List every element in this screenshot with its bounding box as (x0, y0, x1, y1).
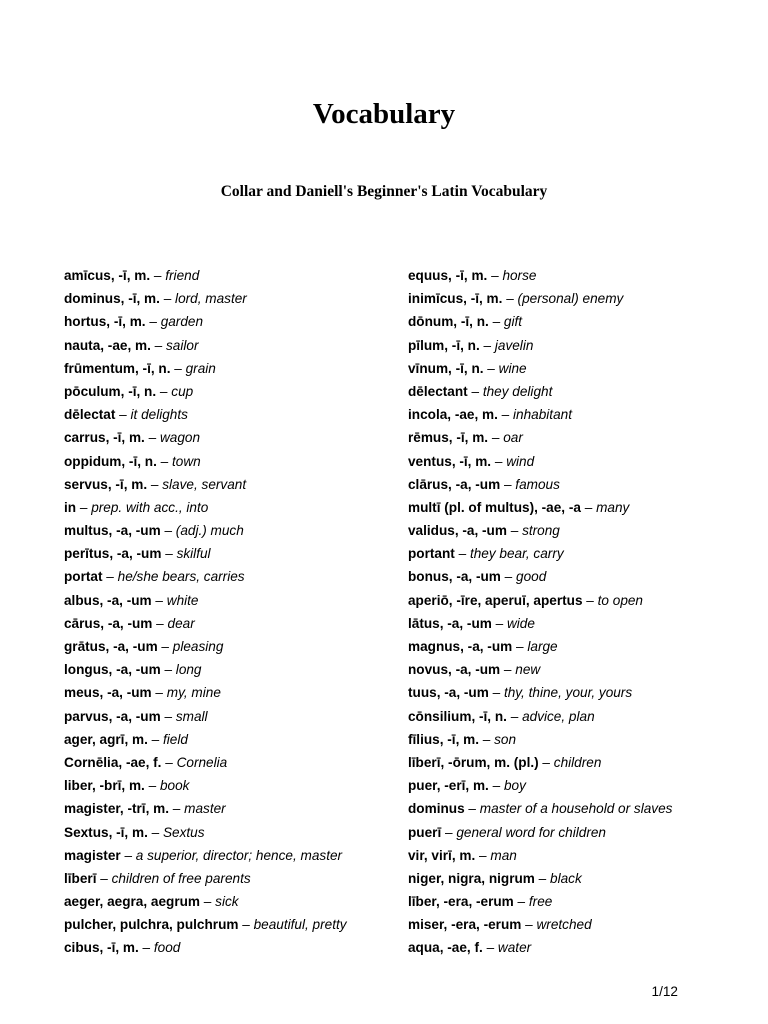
vocab-term: inimīcus, -ī, m. (408, 291, 503, 307)
vocab-separator: – (488, 430, 504, 446)
vocab-separator: – (96, 870, 112, 886)
vocab-separator: – (582, 592, 598, 608)
vocab-meaning: he/she bears, carries (117, 569, 245, 585)
vocab-meaning: children of free parents (111, 870, 251, 886)
vocab-term: puerī (408, 824, 442, 840)
vocab-separator: – (500, 476, 516, 492)
vocab-term: longus, -a, -um (64, 662, 161, 678)
vocab-term: fīlius, -ī, m. (408, 731, 479, 747)
vocab-entry (408, 751, 672, 774)
vocab-separator: – (161, 754, 177, 770)
vocab-entry (64, 658, 347, 681)
vocab-term: tuus, -a, -um (408, 685, 489, 701)
vocab-entry (408, 774, 672, 797)
vocab-entry (64, 936, 347, 959)
vocab-meaning: Cornelia (176, 754, 228, 770)
vocab-term: parvus, -a, -um (64, 708, 161, 724)
vocab-term: ager, agrī, m. (64, 731, 148, 747)
vocab-entry (64, 635, 347, 658)
vocab-meaning: beautiful, pretty (253, 917, 347, 933)
vocab-entry (64, 519, 347, 542)
vocab-meaning: small (175, 708, 208, 724)
vocab-separator: – (151, 592, 167, 608)
vocab-separator: – (500, 569, 517, 585)
vocab-separator: – (491, 615, 507, 631)
vocab-term: aperiō, -īre, aperuī, apertus (408, 592, 583, 608)
vocab-term: in (64, 499, 77, 515)
vocab-term: rēmus, -ī, m. (408, 430, 489, 446)
vocab-term: portant (408, 546, 455, 562)
vocab-separator: – (170, 360, 186, 376)
vocab-entry (408, 287, 672, 310)
vocab-term: cārus, -a, -um (64, 615, 153, 631)
vocab-meaning: sailor (166, 337, 199, 353)
vocab-meaning: long (175, 662, 202, 678)
vocab-separator: – (115, 407, 131, 423)
vocab-separator: – (488, 685, 504, 701)
vocab-separator: – (488, 314, 504, 330)
vocab-meaning: many (596, 499, 630, 515)
vocab-term: līber, -era, -erum (408, 894, 514, 910)
vocab-term: cibus, -ī, m. (64, 940, 139, 956)
vocab-separator: – (534, 870, 551, 886)
vocab-separator: – (147, 824, 163, 840)
vocab-entry (64, 681, 347, 704)
vocab-term: carrus, -ī, m. (64, 430, 145, 446)
vocab-entry (64, 821, 347, 844)
vocab-term: multī (pl. of multus), -ae, -a (408, 499, 581, 515)
vocab-meaning: to open (597, 592, 643, 608)
vocab-meaning: friend (165, 268, 200, 283)
vocab-term: magister, -trī, m. (64, 801, 170, 817)
vocab-term: niger, nigra, nigrum (408, 870, 535, 886)
vocab-term: nauta, -ae, m. (64, 337, 151, 353)
vocab-separator: – (161, 546, 177, 562)
vocab-meaning: black (550, 870, 582, 886)
vocab-separator: – (150, 268, 166, 283)
vocab-entry (408, 473, 672, 496)
vocab-meaning: free (528, 894, 553, 910)
vocab-term: pulcher, pulchra, pulchrum (64, 917, 239, 933)
vocab-meaning: master of a household or slaves (479, 801, 673, 817)
vocab-meaning: skilful (176, 546, 211, 562)
vocab-meaning: javelin (494, 337, 534, 353)
vocab-term: magister (64, 847, 121, 863)
vocab-term: līberī, -ōrum, m. (pl.) (408, 754, 539, 770)
vocab-meaning: new (515, 662, 541, 678)
vocab-separator: – (144, 778, 160, 794)
vocab-entry (64, 357, 347, 380)
vocab-meaning: man (490, 847, 517, 863)
vocab-term: magnus, -a, -um (408, 639, 513, 654)
vocab-meaning: white (166, 592, 199, 608)
page-subtitle: Collar and Daniell's Beginner's Latin Vocabulary (220, 183, 548, 200)
vocab-separator: – (102, 569, 118, 585)
vocab-term: incola, -ae, m. (408, 407, 498, 423)
vocab-separator: – (479, 731, 495, 747)
vocab-meaning: general word for children (456, 824, 606, 840)
vocab-meaning: children (553, 754, 602, 770)
vocab-entry (64, 728, 347, 751)
vocab-entry (64, 542, 347, 565)
vocab-separator: – (538, 754, 554, 770)
vocab-entry (64, 287, 347, 310)
vocab-term: novus, -a, -um (408, 662, 501, 678)
vocab-meaning: wine (498, 360, 527, 376)
vocab-meaning: (adj.) much (175, 523, 244, 539)
vocab-separator: – (441, 824, 457, 840)
vocab-meaning: sick (215, 894, 239, 910)
vocab-meaning: wretched (536, 917, 592, 933)
vocab-entry (408, 519, 672, 542)
vocab-term: miser, -era, -erum (408, 917, 522, 933)
vocab-meaning: advice, plan (522, 708, 595, 724)
vocab-separator: – (479, 337, 495, 353)
vocab-entry (408, 565, 672, 588)
vocab-meaning: field (163, 731, 188, 747)
vocab-meaning: son (494, 731, 517, 747)
vocab-term: pōculum, -ī, n. (64, 383, 157, 399)
vocab-meaning: dear (167, 615, 195, 631)
vocab-entry (64, 565, 347, 588)
vocab-column-left (64, 264, 347, 960)
vocab-entry (408, 310, 672, 333)
vocab-meaning: my, mine (166, 685, 221, 701)
vocab-term: puer, -erī, m. (408, 778, 489, 794)
vocab-separator: – (513, 894, 529, 910)
vocab-separator: – (160, 708, 176, 724)
vocab-meaning: wind (506, 453, 535, 469)
vocab-separator: – (138, 940, 154, 956)
vocab-entry (408, 496, 672, 519)
vocab-entry (408, 334, 672, 357)
vocab-entry (64, 380, 347, 403)
vocab-entry (408, 357, 672, 380)
vocab-separator: – (145, 314, 161, 330)
vocab-entry (408, 844, 672, 867)
vocab-meaning: water (497, 940, 532, 956)
vocab-meaning: they bear, carry (469, 546, 564, 562)
vocab-entry (64, 426, 347, 449)
vocab-meaning: strong (522, 523, 560, 539)
vocab-meaning: thy, thine, your, yours (503, 685, 633, 701)
vocab-separator: – (200, 894, 216, 910)
vocab-separator: – (482, 940, 498, 956)
vocab-entry (408, 821, 672, 844)
vocab-meaning: good (516, 569, 547, 585)
vocab-separator: – (506, 708, 523, 724)
vocab-term: portat (64, 569, 103, 585)
vocab-entry (408, 589, 672, 612)
vocab-meaning: food (153, 940, 181, 956)
vocab-entry (408, 635, 672, 658)
vocab-term: servus, -ī, m. (64, 476, 148, 492)
vocab-separator: – (502, 291, 518, 307)
vocab-term: ventus, -ī, m. (408, 453, 492, 469)
vocab-separator: – (159, 291, 176, 307)
vocab-separator: – (483, 360, 499, 376)
vocab-entry (64, 612, 347, 635)
vocab-entry (408, 542, 672, 565)
vocab-separator: – (147, 731, 163, 747)
vocab-term: dēlectant (408, 383, 468, 399)
page-title: Vocabulary (312, 98, 456, 130)
vocab-entry (408, 450, 672, 473)
vocab-entry (408, 403, 672, 426)
vocab-meaning: (personal) enemy (517, 291, 624, 307)
vocab-term: dēlectat (64, 407, 116, 423)
vocab-entry (64, 264, 347, 287)
vocab-separator: – (487, 268, 503, 283)
vocab-term: vir, virī, m. (408, 847, 476, 863)
vocab-meaning: book (159, 778, 190, 794)
vocab-entry (408, 728, 672, 751)
vocab-separator: – (150, 337, 166, 353)
vocab-term: dōnum, -ī, n. (408, 314, 489, 330)
vocab-term: Cornēlia, -ae, f. (64, 754, 162, 770)
vocab-meaning: inhabitant (513, 407, 572, 423)
vocab-entry (64, 450, 347, 473)
vocab-term: bonus, -a, -um (408, 569, 501, 585)
vocab-term: oppidum, -ī, n. (64, 453, 157, 469)
vocab-meaning: prep. with acc., into (91, 499, 209, 515)
vocab-entry (408, 867, 672, 890)
vocab-separator: – (500, 662, 516, 678)
vocab-meaning: Sextus (162, 824, 205, 840)
vocab-term: cōnsilium, -ī, n. (408, 708, 507, 724)
vocab-meaning: master (184, 801, 226, 817)
vocab-separator: – (160, 662, 176, 678)
vocab-term: amīcus, -ī, m. (64, 268, 151, 283)
vocab-separator: – (475, 847, 491, 863)
vocab-term: clārus, -a, -um (408, 476, 501, 492)
vocab-meaning: lord, master (175, 291, 247, 307)
vocab-entry (408, 936, 672, 959)
vocab-meaning: slave, servant (162, 476, 247, 492)
vocab-term: albus, -a, -um (64, 592, 152, 608)
vocab-meaning: famous (515, 476, 560, 492)
vocab-separator: – (497, 407, 514, 423)
vocab-separator: – (467, 383, 483, 399)
vocab-meaning: horse (502, 268, 537, 283)
vocab-term: dominus (408, 801, 465, 817)
vocab-entry (64, 751, 347, 774)
vocab-separator: – (521, 917, 537, 933)
vocab-separator: – (152, 615, 168, 631)
vocab-entry (408, 705, 672, 728)
vocab-entry (408, 890, 672, 913)
vocab-meaning: cup (171, 383, 194, 399)
vocab-separator: – (580, 499, 597, 515)
vocab-entry (64, 589, 347, 612)
vocab-term: dominus, -ī, m. (64, 291, 160, 307)
vocab-entry (64, 890, 347, 913)
vocab-meaning: garden (160, 314, 204, 330)
vocab-entry (64, 705, 347, 728)
vocab-separator: – (488, 778, 504, 794)
vocab-entry (408, 658, 672, 681)
vocab-separator: – (76, 499, 92, 515)
vocab-entry (408, 681, 672, 704)
vocab-term: meus, -a, -um (64, 685, 152, 701)
vocab-separator: – (491, 453, 507, 469)
vocab-term: frūmentum, -ī, n. (64, 360, 171, 376)
vocab-meaning: pleasing (172, 639, 224, 654)
vocab-term: līberī (64, 870, 97, 886)
vocab-separator: – (506, 523, 523, 539)
vocab-separator: – (147, 476, 163, 492)
vocab-term: lātus, -a, -um (408, 615, 492, 631)
vocab-term: aeger, aegra, aegrum (64, 894, 201, 910)
vocab-term: hortus, -ī, m. (64, 314, 146, 330)
vocab-separator: – (454, 546, 470, 562)
vocab-entry (64, 774, 347, 797)
vocab-meaning: gift (503, 314, 523, 330)
vocab-entry (408, 264, 672, 287)
vocab-entry (64, 913, 347, 936)
vocab-entry (64, 334, 347, 357)
vocab-entry (408, 426, 672, 449)
vocab-entry (64, 844, 347, 867)
vocab-separator: – (238, 917, 254, 933)
vocab-meaning: they delight (482, 383, 553, 399)
vocab-entry (64, 310, 347, 333)
vocab-separator: – (151, 685, 167, 701)
vocab-entry (64, 797, 347, 820)
vocab-meaning: grain (185, 360, 216, 376)
vocab-separator: – (156, 383, 172, 399)
vocab-entry (64, 867, 347, 890)
vocab-separator: – (160, 523, 176, 539)
vocab-meaning: it delights (130, 407, 188, 423)
vocab-entry (408, 380, 672, 403)
vocab-column-right (408, 264, 672, 960)
vocab-separator: – (169, 801, 185, 817)
vocab-term: vīnum, -ī, n. (408, 360, 484, 376)
vocab-entry (64, 403, 347, 426)
vocab-term: grātus, -a, -um (64, 639, 158, 654)
vocab-separator: – (156, 453, 172, 469)
vocab-term: multus, -a, -um (64, 523, 161, 539)
vocab-separator: – (512, 639, 528, 654)
vocab-entry (408, 913, 672, 936)
vocab-meaning: wagon (159, 430, 201, 446)
vocab-entry (408, 797, 672, 820)
vocab-separator: – (120, 847, 136, 863)
vocab-meaning: town (172, 453, 201, 469)
vocab-meaning: large (527, 639, 558, 654)
vocab-meaning: boy (503, 778, 526, 794)
vocab-meaning: a superior, director; hence, master (135, 847, 343, 863)
vocab-term: Sextus, -ī, m. (64, 824, 148, 840)
vocab-separator: – (144, 430, 160, 446)
vocab-separator: – (464, 801, 480, 817)
vocab-term: pīlum, -ī, n. (408, 337, 480, 353)
vocab-entry (64, 473, 347, 496)
vocab-meaning: wide (506, 615, 535, 631)
vocab-term: equus, -ī, m. (408, 268, 488, 283)
vocab-term: liber, -brī, m. (64, 778, 145, 794)
vocab-term: aqua, -ae, f. (408, 940, 483, 956)
vocab-separator: – (157, 639, 173, 654)
vocab-meaning: oar (503, 430, 523, 446)
vocab-entry (408, 612, 672, 635)
page-number: 1/12 (651, 984, 678, 999)
vocab-term: validus, -a, -um (408, 523, 507, 539)
vocab-entry (64, 496, 347, 519)
vocab-term: perītus, -a, -um (64, 546, 162, 562)
